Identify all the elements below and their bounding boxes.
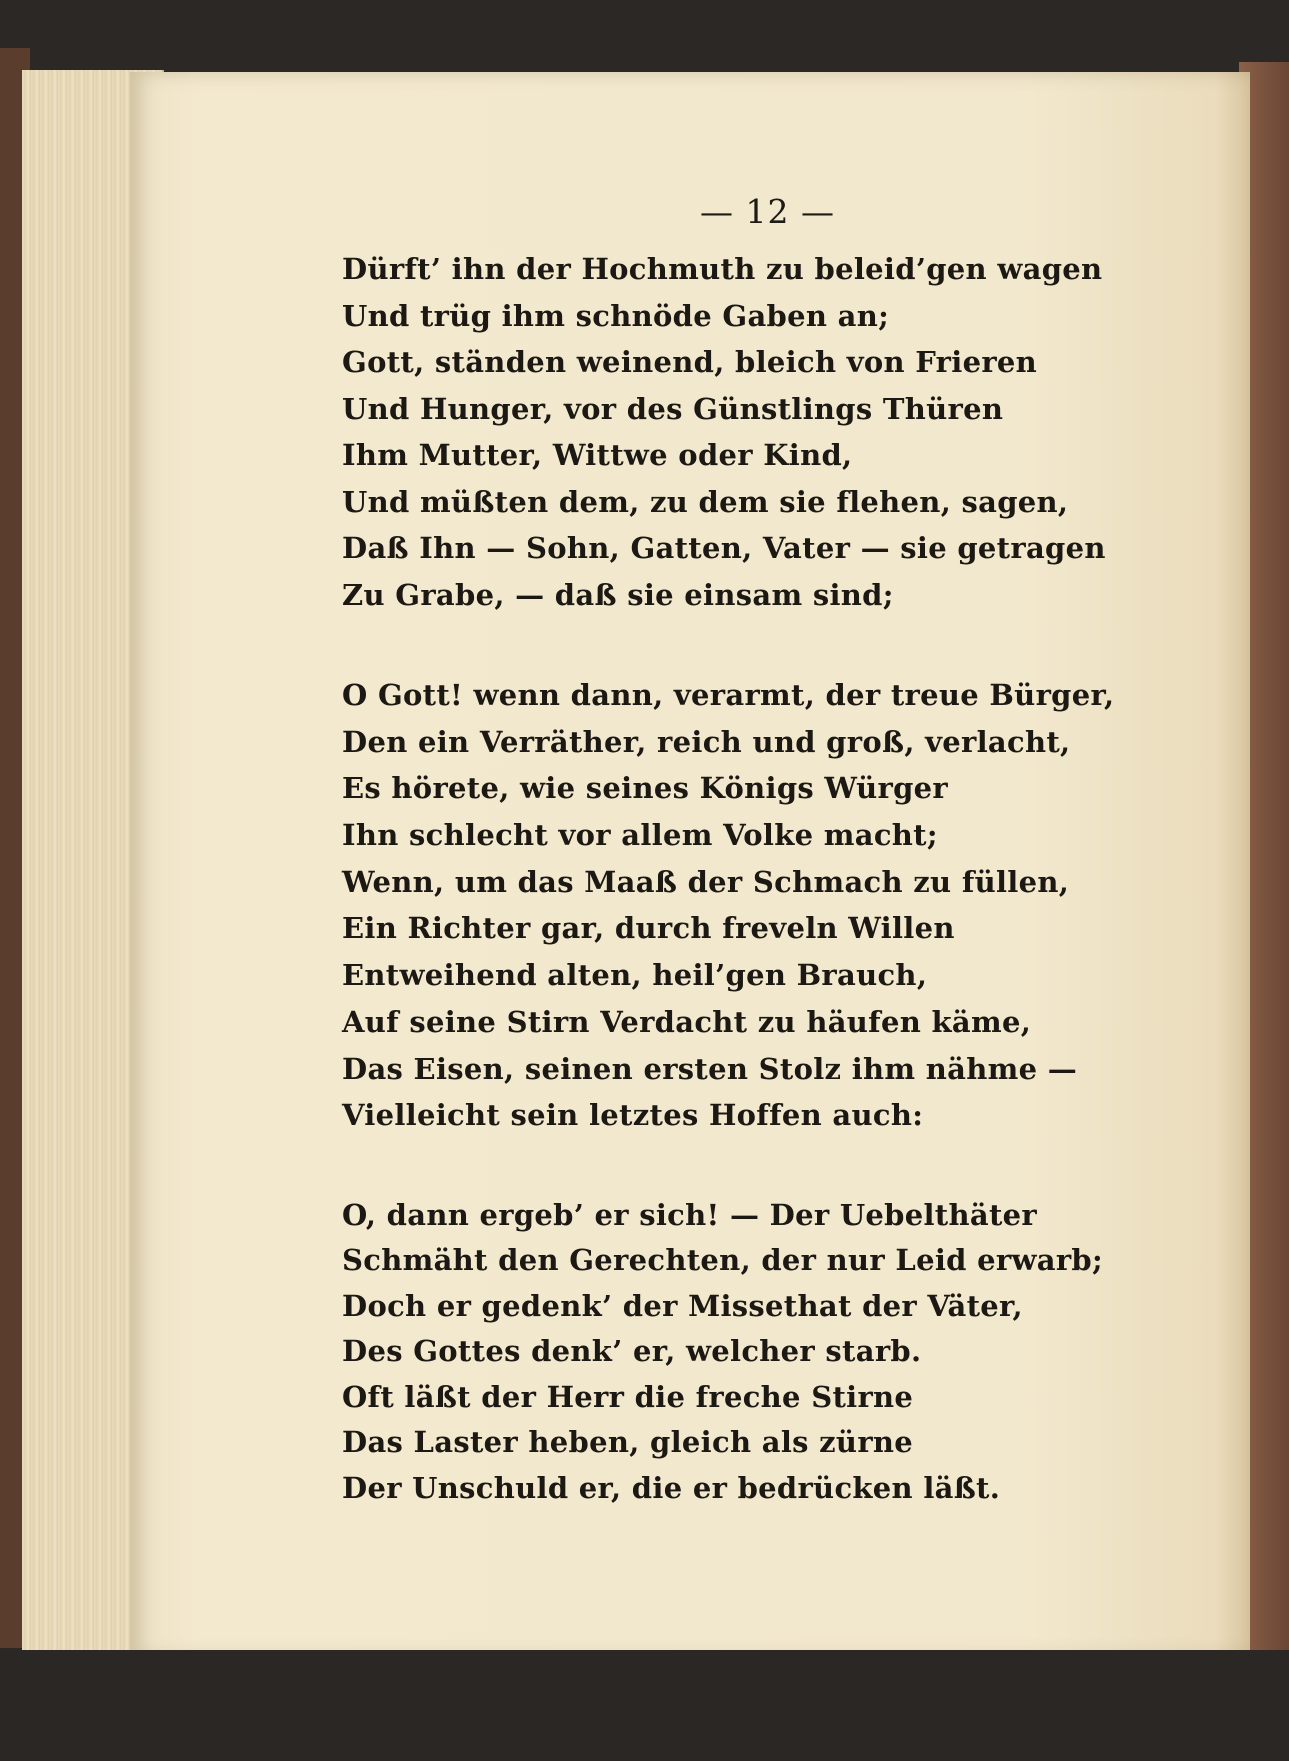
- scan-background: [0, 1650, 1289, 1761]
- poem-line: Schmäht den Gerechten, der nur Leid erwarb;: [342, 1243, 1103, 1278]
- stanza-1: [342, 246, 1202, 618]
- poem-line: Entweihend alten, heil’gen Brauch,: [342, 958, 928, 993]
- page-number: — 12 —: [700, 192, 835, 231]
- poem-line: Des Gottes denk’ er, welcher starb.: [342, 1334, 922, 1369]
- poem-line: Das Eisen, seinen ersten Stolz ihm nähme —: [342, 1051, 1078, 1086]
- poem-line: Und müßten dem, zu dem sie flehen, sagen,: [342, 484, 1069, 519]
- poem-line: Vielleicht sein letztes Hoffen auch:: [342, 1098, 924, 1133]
- poem-line: Zu Grabe, — daß sie einsam sind;: [342, 577, 894, 612]
- poem-line: Dürft’ ihn der Hochmuth zu beleid’gen wagen: [342, 252, 1103, 286]
- poem-line: Den ein Verräther, reich und groß, verlacht,: [342, 724, 1071, 759]
- poem-line: Der Unschuld er, die er bedrücken läßt.: [342, 1470, 1001, 1505]
- poem-line: O Gott! wenn dann, verarmt, der treue Bürger,: [342, 678, 1115, 712]
- poem-line: Ihm Mutter, Wittwe oder Kind,: [342, 438, 853, 472]
- poem-line: Oft läßt der Herr die freche Stirne: [342, 1379, 914, 1414]
- poem-line: Auf seine Stirn Verdacht zu häufen käme,: [342, 1004, 1032, 1039]
- stanza-3: [342, 1193, 1202, 1512]
- stanza-2: [342, 672, 1202, 1139]
- poem-line: Das Laster heben, gleich als zürne: [342, 1425, 914, 1460]
- poem-line: Ein Richter gar, durch freveln Willen: [342, 911, 955, 946]
- poem-line: Und trüg ihm schnöde Gaben an;: [342, 298, 890, 333]
- poem-text: [342, 246, 1202, 1565]
- poem-line: Doch er gedenk’ der Missethat der Väter,: [342, 1288, 1023, 1323]
- poem-line: Daß Ihn — Sohn, Gatten, Vater — sie getragen: [342, 531, 1106, 565]
- poem-line: O, dann ergeb’ er sich! — Der Uebelthäter: [342, 1197, 1038, 1232]
- poem-line: Wenn, um das Maaß der Schmach zu füllen,: [342, 864, 1070, 899]
- poem-line: Es hörete, wie seines Königs Würger: [342, 771, 948, 806]
- poem-line: Gott, ständen weinend, bleich von Frieren: [342, 345, 1038, 379]
- poem-line: Ihn schlecht vor allem Volke macht;: [342, 818, 938, 853]
- poem-line: Und Hunger, vor des Günstlings Thüren: [342, 391, 1004, 426]
